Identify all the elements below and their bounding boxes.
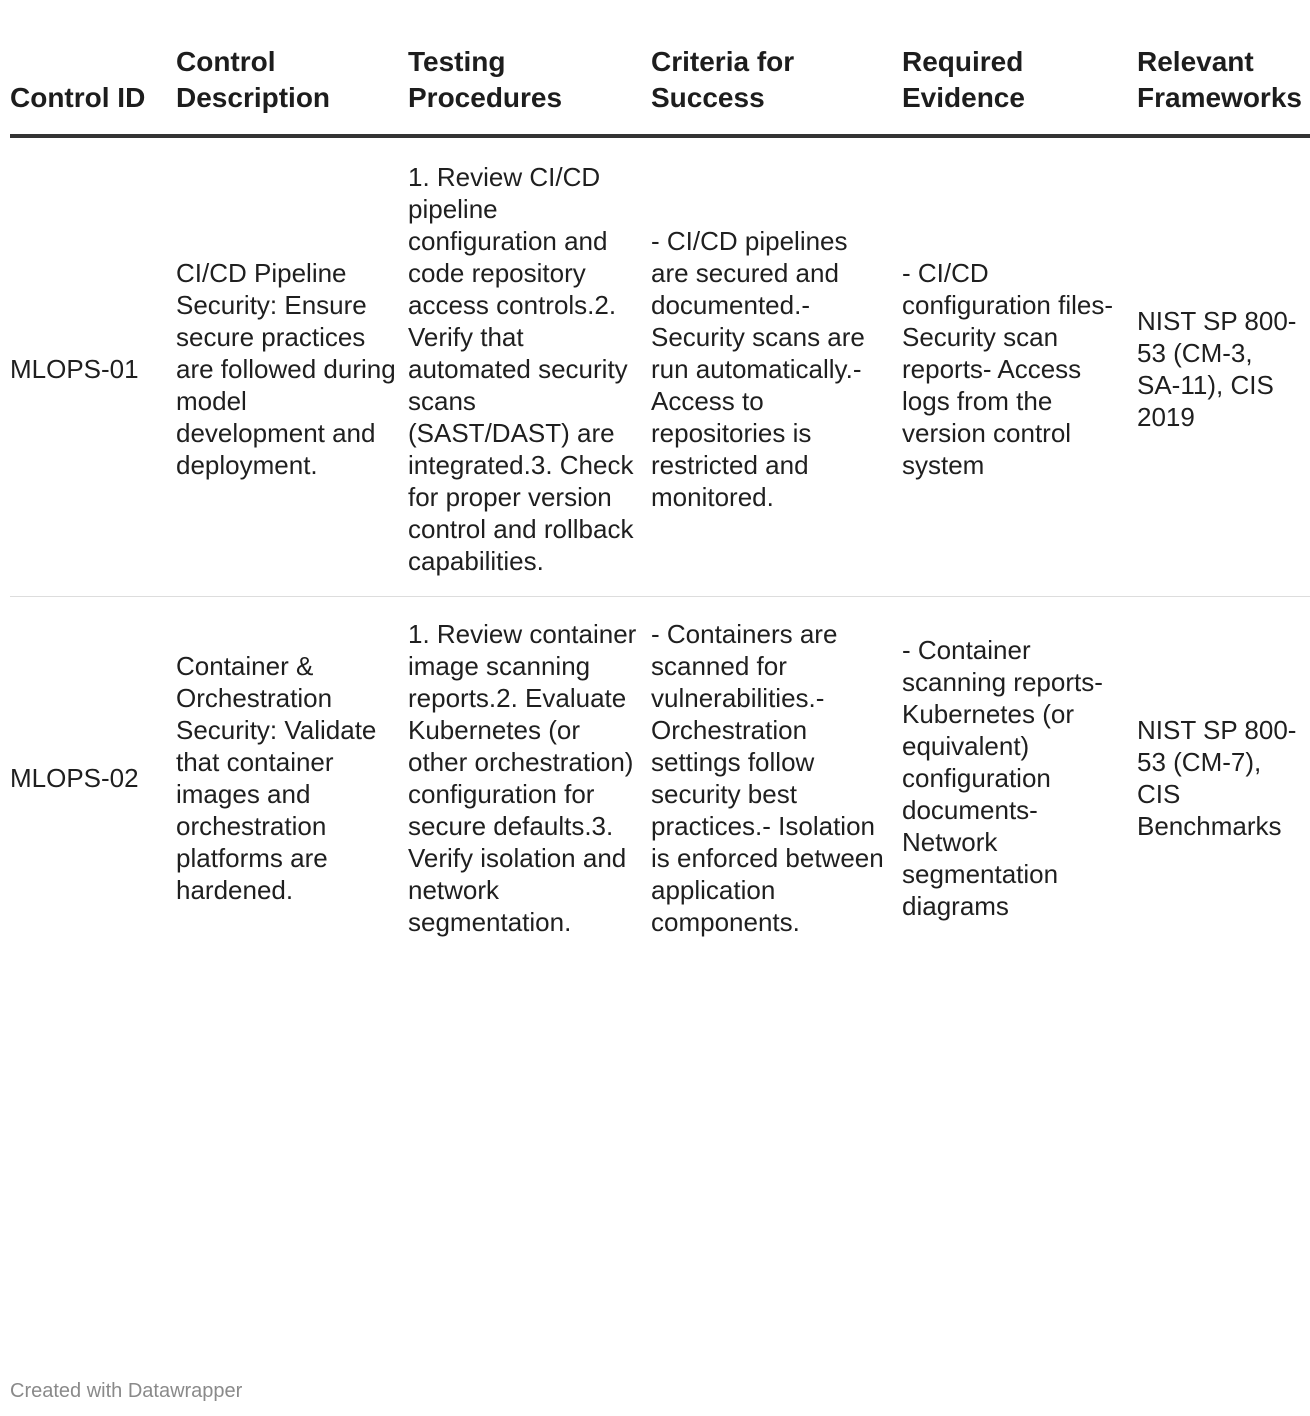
cell-control-description: CI/CD Pipeline Security: Ensure secure practices are followed during model development and deployment. bbox=[176, 136, 408, 597]
cell-criteria-for-success: - CI/CD pipelines are secured and documented.- Security scans are run automatically.- Access to repositories is restricted and monitored. bbox=[651, 136, 902, 597]
table-header-row bbox=[10, 0, 1310, 136]
cell-relevant-frameworks: NIST SP 800-53 (CM-3, SA-11), CIS 2019 bbox=[1137, 136, 1310, 597]
cell-testing-procedures: 1. Review CI/CD pipeline configuration and code repository access controls.2. Verify that automated security scans (SAST/DAST) are integrated.3. Check for proper version control and rollback capabilities. bbox=[408, 136, 651, 597]
controls-table-container bbox=[10, 0, 1302, 1370]
cell-required-evidence: - Container scanning reports- Kubernetes (or equivalent) configuration documents- Network segmentation diagrams bbox=[902, 635, 1103, 921]
table-row bbox=[10, 597, 1310, 958]
cell-control-id: MLOPS-02 bbox=[10, 763, 139, 793]
table-row bbox=[10, 136, 1310, 597]
cell-relevant-frameworks: NIST SP 800-53 (CM-7), CIS Benchmarks bbox=[1137, 715, 1297, 841]
cell-control-id: MLOPS-01 bbox=[10, 136, 176, 597]
cell-criteria-for-success: - Containers are scanned for vulnerabilities.- Orchestration settings follow security best practices.- Isolation is enforced between application components. bbox=[651, 619, 884, 937]
header-required-evidence: Required Evidence bbox=[902, 0, 1137, 136]
header-relevant-frameworks: Relevant Frameworks bbox=[1137, 0, 1310, 136]
datawrapper-credit[interactable]: Created with Datawrapper bbox=[10, 1380, 243, 1402]
header-control-id: Control ID bbox=[10, 0, 176, 136]
controls-table bbox=[10, 0, 1310, 957]
cell-testing-procedures: 1. Review container image scanning reports.2. Evaluate Kubernetes (or other orchestration) configuration for secure defaults.3. Verify isolation and network segmentation. bbox=[408, 619, 637, 937]
header-criteria-for-success: Criteria for Success bbox=[651, 0, 902, 136]
cell-control-description: Container & Orchestration Security: Validate that container images and orchestration platforms are hardened. bbox=[176, 651, 377, 905]
header-testing-procedures: Testing Procedures bbox=[408, 0, 651, 136]
header-control-description: Control Description bbox=[176, 0, 408, 136]
cell-required-evidence: - CI/CD configuration files- Security scan reports- Access logs from the version control system bbox=[902, 136, 1137, 597]
